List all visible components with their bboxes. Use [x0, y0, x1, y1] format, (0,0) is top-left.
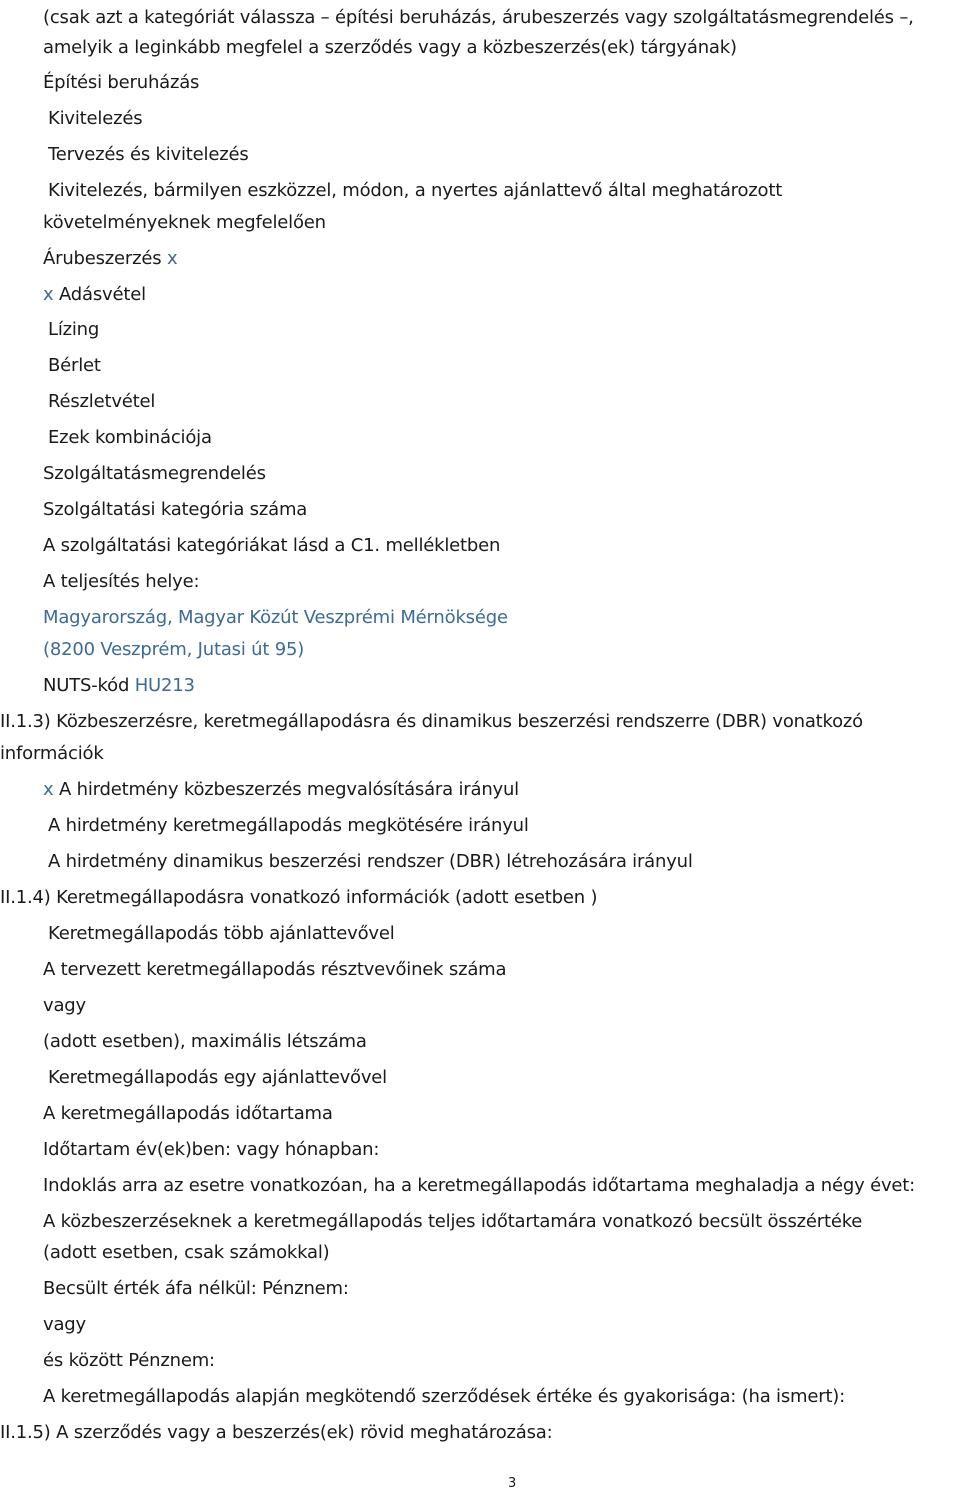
heading-ii-1-5: II.1.5) A szerződés vagy a beszerzés(ek) rövid meghatározása: [0, 1422, 553, 1443]
contract-value-frequency: A keretmegállapodás alapján megkötendő szerződések értéke és gyakorisága: (ha ismert): [43, 1386, 845, 1407]
place-of-performance-address: (8200 Veszprém, Jutasi út 95) [43, 639, 305, 660]
selected-mark: x [43, 779, 54, 800]
framework-participants-count: A tervezett keretmegállapodás résztvevőinek száma [43, 959, 507, 980]
option-adasvetel [43, 283, 146, 307]
option-lizing: Lízing [48, 319, 100, 340]
category-instruction-line-1: (csak azt a kategóriát válassza – építési beruházás, árubeszerzés vagy szolgáltatásmegrendelés –, [43, 7, 914, 28]
option-keretmegallapodas: A hirdetmény keretmegállapodás megkötésére irányul [48, 815, 529, 836]
option-reszletvetel: Részletvétel [48, 391, 156, 412]
section-szolgaltatasmegrendeles: Szolgáltatásmegrendelés [43, 463, 266, 484]
option-kivitelezes-barmilyen-cont: követelményeknek megfelelően [43, 212, 326, 233]
nuts-code-label: NUTS-kód [43, 675, 130, 696]
section-arubeszerzes [43, 247, 177, 271]
service-category-note: A szolgáltatási kategóriákat lásd a C1. mellékletben [43, 535, 501, 556]
framework-duration-justification: Indoklás arra az esetre vonatkozóan, ha a keretmegállapodás időtartama meghaladja a négy évet: [43, 1175, 915, 1196]
option-kivitelezes: Kivitelezés [48, 108, 143, 129]
framework-multiple-tenderers: Keretmegállapodás több ajánlattevővel [48, 923, 395, 944]
framework-or-1: vagy [43, 995, 86, 1016]
value-range-currency: és között Pénznem: [43, 1350, 215, 1371]
place-of-performance-label: A teljesítés helye: [43, 571, 200, 592]
option-berlet: Bérlet [48, 355, 101, 376]
place-of-performance-value: Magyarország, Magyar Közút Veszprémi Mérnöksége [43, 607, 508, 628]
option-kivitelezes-barmilyen: Kivitelezés, bármilyen eszközzel, módon, a nyertes ajánlattevő által meghatározott [48, 180, 783, 201]
framework-max-count: (adott esetben), maximális létszáma [43, 1031, 367, 1052]
framework-or-2: vagy [43, 1314, 86, 1335]
section-arubeszerzes-label: Árubeszerzés [43, 248, 162, 269]
option-adasvetel-label: Adásvétel [58, 284, 146, 305]
option-dbr: A hirdetmény dinamikus beszerzési rendszer (DBR) létrehozására irányul [48, 851, 693, 872]
framework-single-tenderer: Keretmegállapodás egy ajánlattevővel [48, 1067, 387, 1088]
estimated-value-excl-vat: Becsült érték áfa nélkül: Pénznem: [43, 1278, 349, 1299]
heading-ii-1-3: II.1.3) Közbeszerzésre, keretmegállapodásra és dinamikus beszerzési rendszerre (DBR) vonatkozó [0, 711, 863, 732]
framework-duration-years-months: Időtartam év(ek)ben: vagy hónapban: [43, 1139, 380, 1160]
option-kozbeszerzes [43, 778, 519, 802]
page-number: 3 [508, 1476, 517, 1491]
option-kozbeszerzes-label: A hirdetmény közbeszerzés megvalósítására irányul [58, 779, 519, 800]
heading-ii-1-4: II.1.4) Keretmegállapodásra vonatkozó információk (adott esetben ) [0, 887, 598, 908]
section-epitesi-beruhazas: Építési beruházás [43, 72, 200, 93]
option-ezek-kombinacioja: Ezek kombinációja [48, 427, 212, 448]
service-category-number: Szolgáltatási kategória száma [43, 499, 308, 520]
nuts-code-value: HU213 [134, 675, 195, 696]
option-tervezes-es-kivitelezes: Tervezés és kivitelezés [48, 144, 249, 165]
framework-estimated-total-cont: (adott esetben, csak számokkal) [43, 1242, 330, 1263]
nuts-code [43, 674, 195, 698]
heading-ii-1-3-cont: információk [0, 743, 104, 764]
selected-mark: x [166, 248, 178, 269]
framework-duration: A keretmegállapodás időtartama [43, 1103, 333, 1124]
category-instruction-line-2: amelyik a leginkább megfelel a szerződés vagy a közbeszerzés(ek) tárgyának) [43, 37, 737, 58]
selected-mark: x [43, 284, 54, 305]
framework-estimated-total: A közbeszerzéseknek a keretmegállapodás teljes időtartamára vonatkozó becsült összértéke [43, 1211, 863, 1232]
